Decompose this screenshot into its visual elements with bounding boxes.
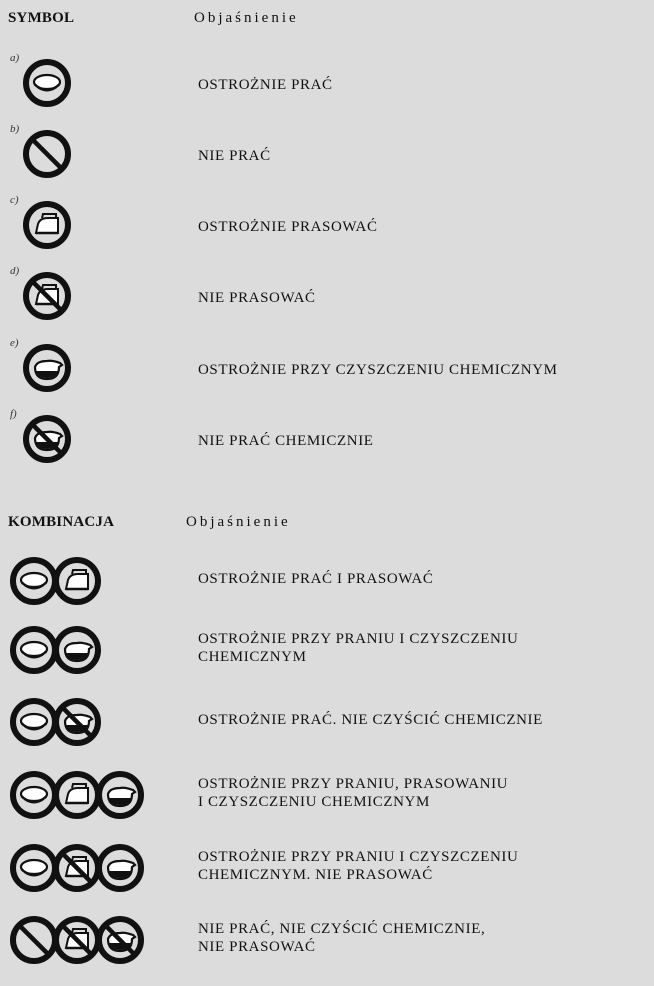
symbol-letter: b) bbox=[10, 123, 20, 135]
combination-explanation bbox=[198, 775, 508, 811]
wash-tub-icon bbox=[22, 58, 72, 108]
symbol-explanation: OSTROŻNIE PRZY CZYSZCZENIU CHEMICZNYM bbox=[198, 362, 558, 378]
explanation-line: CHEMICZNYM bbox=[198, 649, 307, 665]
iron-icon bbox=[22, 200, 72, 250]
symbol-explanation: OSTROŻNIE PRASOWAĆ bbox=[198, 219, 378, 235]
combination-explanation bbox=[198, 630, 518, 666]
symbol-header: SYMBOL bbox=[8, 10, 75, 26]
no-dry-clean-icon bbox=[95, 915, 145, 965]
no-dry-clean-icon bbox=[22, 414, 72, 464]
symbol-letter: d) bbox=[10, 265, 20, 277]
explanation-line: OSTROŻNIE PRZY PRANIU I CZYSZCZENIU bbox=[198, 849, 519, 865]
explanation-line: OSTROŻNIE PRAĆ. NIE CZYŚCIĆ CHEMICZNIE bbox=[198, 712, 543, 728]
explanation-line: NIE PRASOWAĆ bbox=[198, 939, 316, 955]
combination-explanation-header: Objaśnienie bbox=[186, 514, 291, 530]
no-iron-icon bbox=[22, 271, 72, 321]
dry-clean-icon bbox=[52, 625, 102, 675]
no-dry-clean-icon bbox=[52, 697, 102, 747]
symbol-letter: f) bbox=[10, 408, 17, 420]
explanation-line: OSTROŻNIE PRZY PRANIU, PRASOWANIU bbox=[198, 776, 509, 792]
combination-explanation bbox=[198, 920, 485, 956]
symbol-letter: c) bbox=[10, 194, 19, 206]
symbol-letter: e) bbox=[10, 337, 19, 349]
combination-header: KOMBINACJA bbox=[8, 514, 115, 530]
dry-clean-icon bbox=[95, 843, 145, 893]
combination-explanation bbox=[198, 570, 433, 588]
explanation-line: NIE PRAĆ, NIE CZYŚCIĆ CHEMICZNIE, bbox=[198, 921, 486, 937]
no-wash-icon bbox=[22, 129, 72, 179]
dry-clean-icon bbox=[95, 770, 145, 820]
symbol-explanation: OSTROŻNIE PRAĆ bbox=[198, 77, 333, 93]
explanation-header: Objaśnienie bbox=[194, 10, 299, 26]
dry-clean-icon bbox=[22, 343, 72, 393]
iron-icon bbox=[52, 556, 102, 606]
combination-explanation bbox=[198, 711, 543, 729]
combination-explanation bbox=[198, 848, 518, 884]
symbol-explanation: NIE PRASOWAĆ bbox=[198, 290, 316, 306]
symbol-explanation: NIE PRAĆ CHEMICZNIE bbox=[198, 433, 374, 449]
explanation-line: OSTROŻNIE PRAĆ I PRASOWAĆ bbox=[198, 571, 434, 587]
symbol-explanation: NIE PRAĆ bbox=[198, 148, 271, 164]
explanation-line: OSTROŻNIE PRZY PRANIU I CZYSZCZENIU bbox=[198, 631, 519, 647]
explanation-line: CHEMICZNYM. NIE PRASOWAĆ bbox=[198, 867, 433, 883]
symbol-letter: a) bbox=[10, 52, 20, 64]
explanation-line: I CZYSZCZENIU CHEMICZNYM bbox=[198, 794, 430, 810]
